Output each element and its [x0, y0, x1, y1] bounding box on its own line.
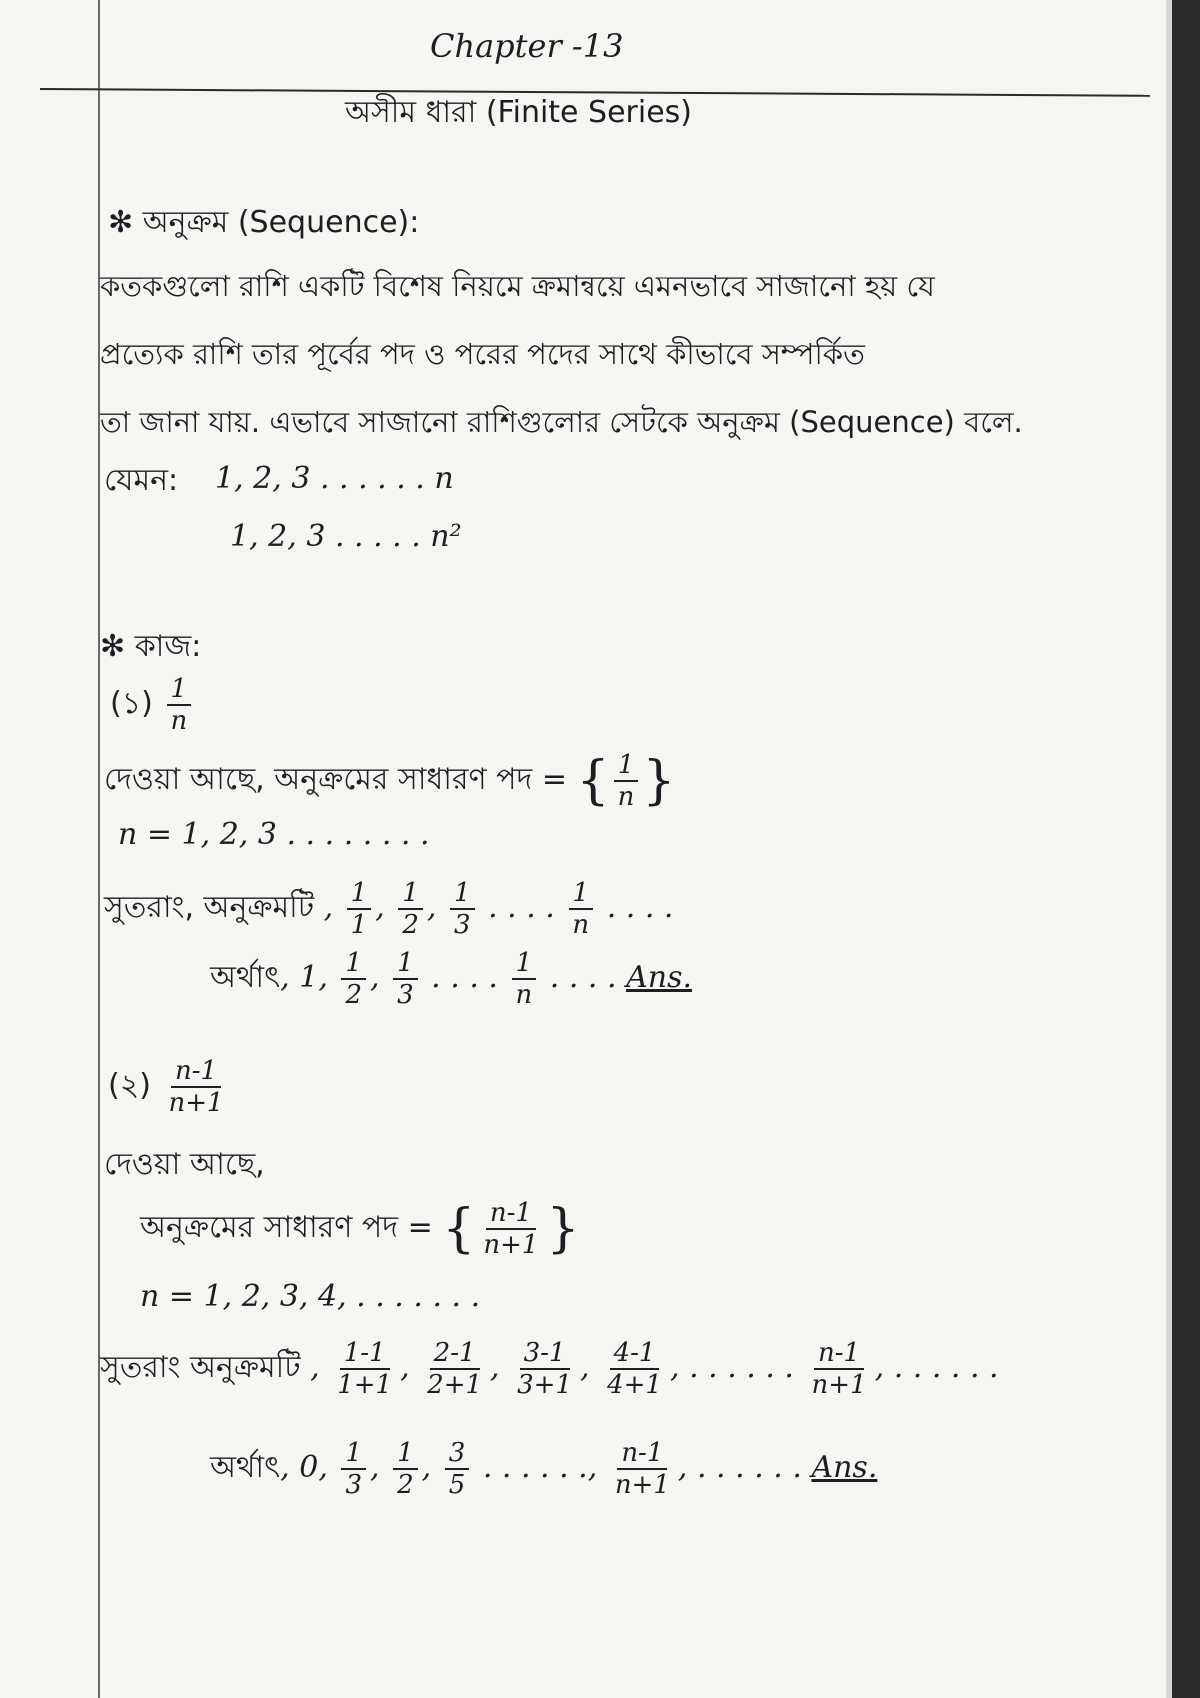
problem-1-sequence: সুতরাং, অনুক্রমটি , $\frac{1}{1}$ , $\frac{1}{2}$ , $\frac{1}{3}$ . . . . $\frac{1}{n}$ . . . . — [104, 878, 674, 940]
numerator: 1 — [167, 676, 192, 706]
problem-2-answer: অর্থাৎ, 0, $\frac{1}{3}$ , $\frac{1}{2}$ , $\frac{3}{5}$ . . . . . ., $\frac{n-1}{n+1}$ , . . . . . . Ans. — [210, 1438, 878, 1500]
numerator: 2-1 — [430, 1340, 480, 1370]
fraction — [164, 1058, 227, 1116]
ie-text: অর্থাৎ — [210, 960, 281, 995]
term-1 — [333, 1340, 396, 1398]
denominator: 3 — [454, 910, 471, 940]
denominator: 1+1 — [337, 1370, 393, 1400]
problem-2-number: (২) — [108, 1068, 151, 1103]
numerator: 1 — [341, 950, 366, 980]
fraction — [479, 1200, 542, 1258]
numerator: 1-1 — [340, 1340, 390, 1370]
problem-2-n-values: n = 1, 2, 3, 4, . . . . . . . — [140, 1279, 481, 1314]
denominator: 2 — [397, 1470, 414, 1500]
example-line-1: 1, 2, 3 . . . . . . n — [215, 461, 454, 496]
term-2 — [423, 1340, 486, 1398]
denominator: 3 — [397, 980, 414, 1010]
term-2 — [341, 1440, 366, 1498]
chapter-label: Chapter -13 — [430, 27, 624, 65]
general-term-text: অনুক্রমের সাধারণ পদ = — [140, 1210, 433, 1245]
problem-2-given: দেওয়া আছে, — [104, 1147, 265, 1182]
denominator: n — [617, 782, 635, 812]
denominator: n — [515, 980, 533, 1010]
problem-1-given — [104, 752, 675, 810]
brace-open: { — [442, 1199, 476, 1259]
term-n — [511, 950, 536, 1008]
numerator: 1 — [614, 752, 639, 782]
problem-1-expression — [110, 676, 195, 734]
numerator: 3-1 — [520, 1340, 570, 1370]
denominator: 4+1 — [607, 1370, 662, 1400]
so-text: সুতরাং অনুক্রমটি — [100, 1350, 301, 1385]
binding-edge — [1172, 0, 1200, 1698]
numerator: 1 — [512, 950, 537, 980]
example-label: যেমন: — [104, 463, 179, 498]
term-n — [808, 1340, 871, 1398]
term-2 — [398, 880, 423, 938]
denominator: 2+1 — [427, 1370, 483, 1400]
term-lead: 0 — [299, 1450, 319, 1485]
numerator: 1 — [341, 1440, 366, 1470]
ans-label: Ans. — [626, 960, 693, 995]
ellipsis: . . . . . . — [893, 1350, 999, 1385]
numerator: n-1 — [171, 1058, 221, 1088]
term-1 — [347, 880, 372, 938]
ellipsis: . . . . — [606, 890, 674, 925]
numerator: 1 — [393, 950, 418, 980]
star-icon: ✻ — [100, 629, 135, 664]
term-lead: 1 — [299, 960, 319, 995]
term-3 — [513, 1340, 576, 1398]
page-title: অসীম ধারা (Finite Series) — [345, 95, 693, 130]
ellipsis: . . . . — [431, 960, 498, 995]
ans-label: Ans. — [811, 1450, 878, 1485]
numerator: 1 — [569, 880, 594, 910]
numerator: 1 — [347, 880, 372, 910]
fraction — [166, 676, 191, 734]
term-n — [611, 1440, 674, 1498]
problem-1-number: (১) — [110, 686, 153, 721]
numerator: 4-1 — [610, 1340, 660, 1370]
star-icon: ✻ — [108, 205, 143, 240]
problem-2-sequence: সুতরাং অনুক্রমটি , $\frac{1-1}{1+1}$ , $\frac{2-1}{2+1}$ , $\frac{3-1}{3+1}$ , $\frac{4-1}{4+1}$ , . . . . . . $\frac{n-1}{n+1}$ , . . . . . . — [100, 1338, 999, 1400]
denominator: 2 — [402, 910, 419, 940]
brace-close: } — [546, 1199, 580, 1259]
definition-line-1: কতকগুলো রাশি একটি বিশেষ নিয়মে ক্রমান্বয়ে এমনভাবে সাজানো হয় যে — [100, 269, 935, 303]
numerator: n-1 — [814, 1340, 864, 1370]
so-text: সুতরাং, অনুক্রমটি — [104, 890, 315, 925]
term-3 — [450, 880, 475, 938]
denominator: n — [170, 706, 188, 736]
ellipsis: . . . . . . — [696, 1450, 802, 1485]
numerator: 1 — [398, 880, 423, 910]
ellipsis: . . . . . . — [689, 1350, 794, 1385]
numerator: n-1 — [486, 1200, 536, 1230]
ellipsis: . . . . — [549, 960, 617, 995]
denominator: n+1 — [614, 1470, 670, 1500]
denominator: 1 — [350, 910, 368, 940]
term-3 — [393, 1440, 418, 1498]
denominator: n+1 — [811, 1370, 867, 1400]
brace-close: } — [642, 751, 676, 811]
ie-text: অর্থাৎ — [210, 1450, 281, 1485]
sequence-heading — [108, 205, 420, 240]
term-n — [568, 880, 593, 938]
term-4 — [445, 1440, 470, 1498]
numerator: 1 — [450, 880, 475, 910]
given-text: দেওয়া আছে, অনুক্রমের সাধারণ পদ = — [104, 762, 567, 797]
sequence-heading-text: অনুক্রম (Sequence): — [142, 205, 420, 240]
work-heading-text: কাজ: — [134, 629, 202, 664]
denominator: 5 — [448, 1470, 466, 1500]
ellipsis: . . . . . . — [482, 1450, 588, 1485]
ellipsis: . . . . — [488, 890, 555, 925]
work-heading — [100, 629, 202, 664]
example-line-2: 1, 2, 3 . . . . . n² — [230, 519, 462, 554]
term-4 — [603, 1340, 666, 1398]
definition-line-2: প্রত্যেক রাশি তার পূর্বের পদ ও পরের পদের সাথে কীভাবে সম্পর্কিত — [100, 337, 865, 371]
brace-open: { — [576, 751, 610, 811]
denominator: n+1 — [168, 1088, 224, 1118]
definition-line-3: তা জানা যায়. এভাবে সাজানো রাশিগুলোর সেটকে অনুক্রম (Sequence) বলে. — [100, 405, 1023, 439]
problem-2-expression — [108, 1058, 232, 1116]
fraction — [614, 752, 639, 810]
numerator: n-1 — [617, 1440, 667, 1470]
denominator: n+1 — [483, 1230, 539, 1260]
problem-1-n-values: n = 1, 2, 3 . . . . . . . . — [118, 817, 430, 852]
margin-line — [98, 0, 100, 1698]
denominator: 3+1 — [517, 1370, 572, 1400]
denominator: n — [572, 910, 590, 940]
problem-1-answer: অর্থাৎ, 1, $\frac{1}{2}$ , $\frac{1}{3}$ . . . . $\frac{1}{n}$ . . . . Ans. — [210, 948, 693, 1010]
numerator: 3 — [445, 1440, 470, 1470]
denominator: 3 — [345, 1470, 362, 1500]
term-2 — [341, 950, 366, 1008]
term-3 — [393, 950, 418, 1008]
problem-2-general-term — [140, 1200, 580, 1258]
numerator: 1 — [393, 1440, 418, 1470]
denominator: 2 — [345, 980, 362, 1010]
